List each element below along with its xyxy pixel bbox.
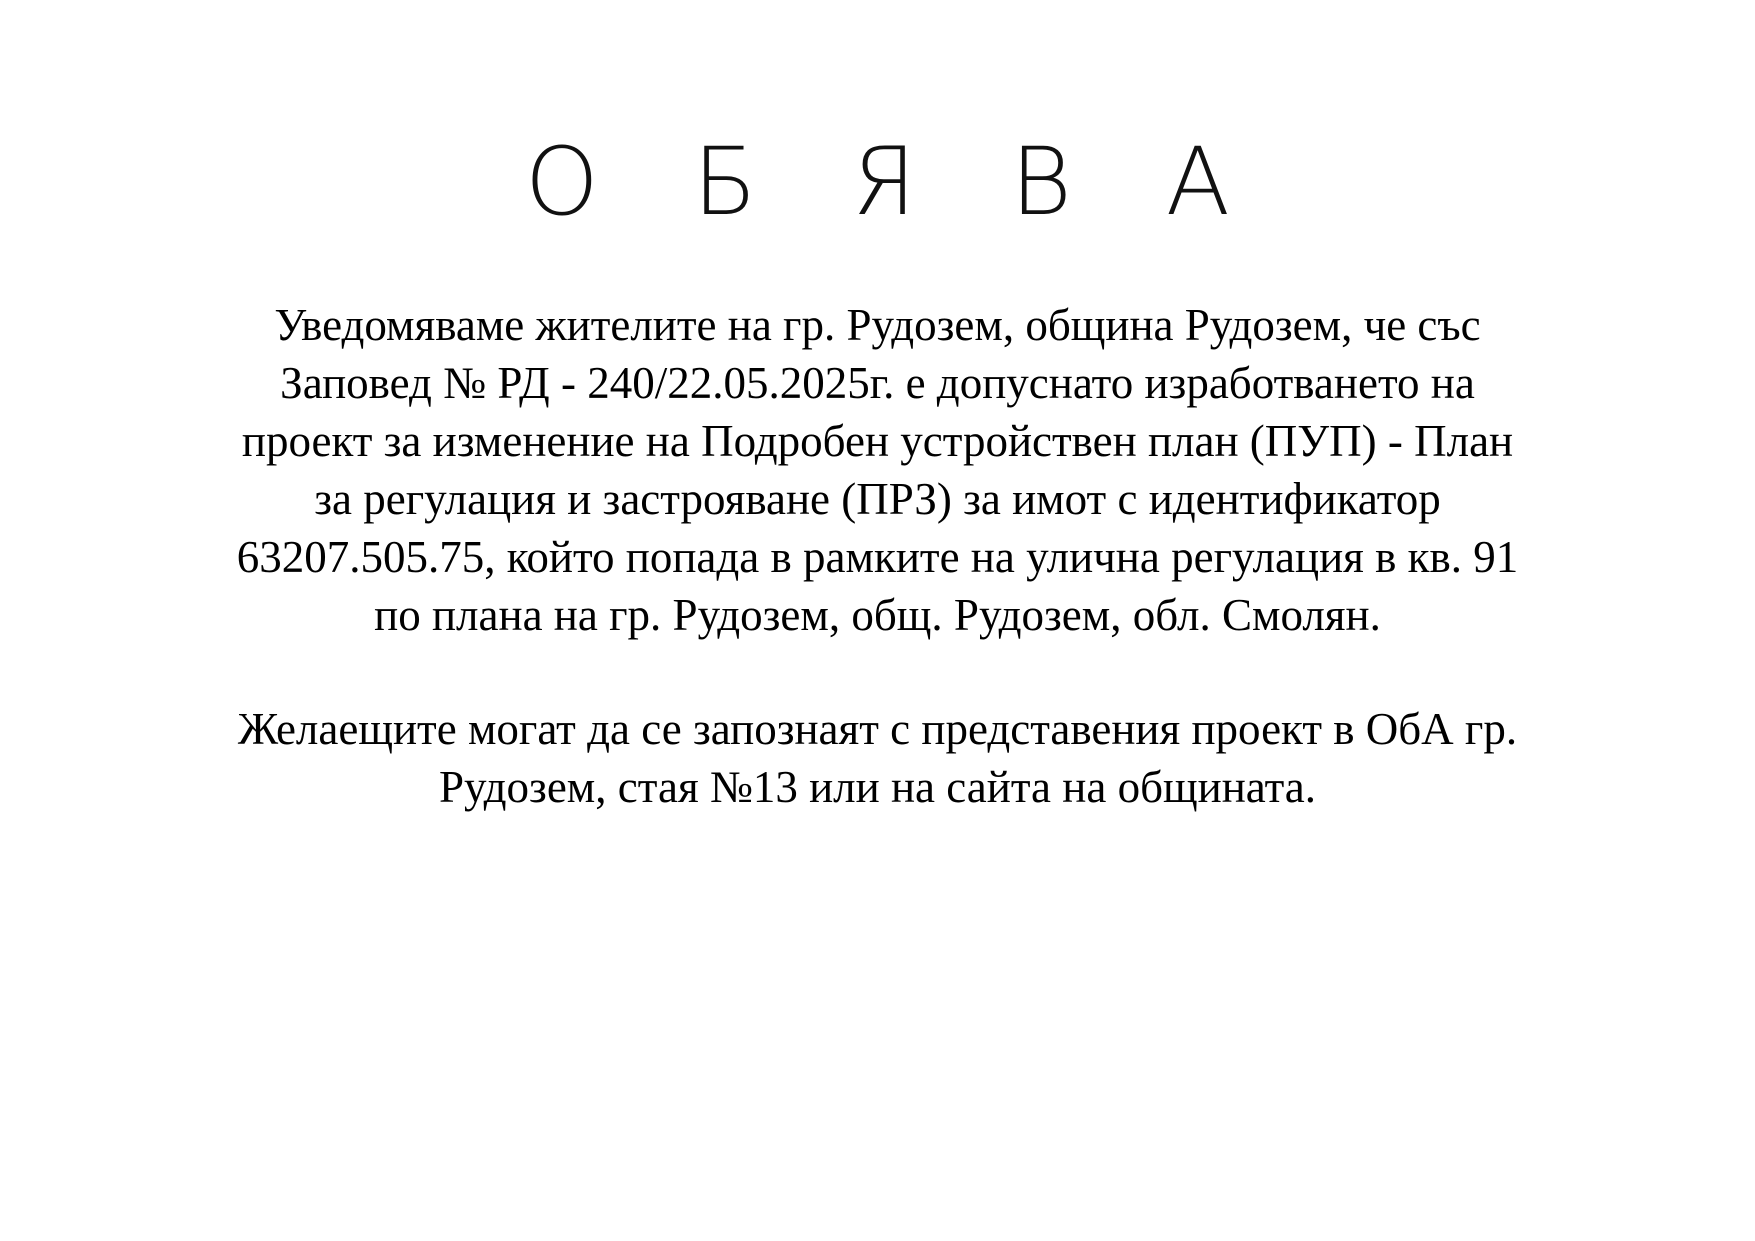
paragraph-line: по плана на гр. Рудозем, общ. Рудозем, обл. Смолян. [374, 590, 1381, 640]
page-title: О Б Я В А [524, 128, 1263, 237]
paragraph-line: проект за изменение на Подробен устройствен план (ПУП) - План [241, 416, 1514, 466]
paragraph-line: Рудозем, стая №13 или на сайта на общината. [438, 762, 1317, 812]
paragraph-line: за регулация и застрояване (ПРЗ) за имот с идентификатор [314, 474, 1441, 524]
paragraph-line: 63207.505.75, който попада в рамките на улична регулация в кв. 91 [236, 532, 1519, 582]
announcement-paragraph [150, 296, 1605, 644]
paragraph-line: Уведомяваме жителите на гр. Рудозем, община Рудозем, че със [274, 300, 1481, 350]
contact-paragraph [150, 700, 1605, 816]
paragraph-line: Заповед № РД - 240/22.05.2025г. е допуснато изработването на [280, 358, 1475, 408]
paragraph-line: Желаещите могат да се запознаят с представения проект в ОбА гр. [237, 704, 1518, 754]
